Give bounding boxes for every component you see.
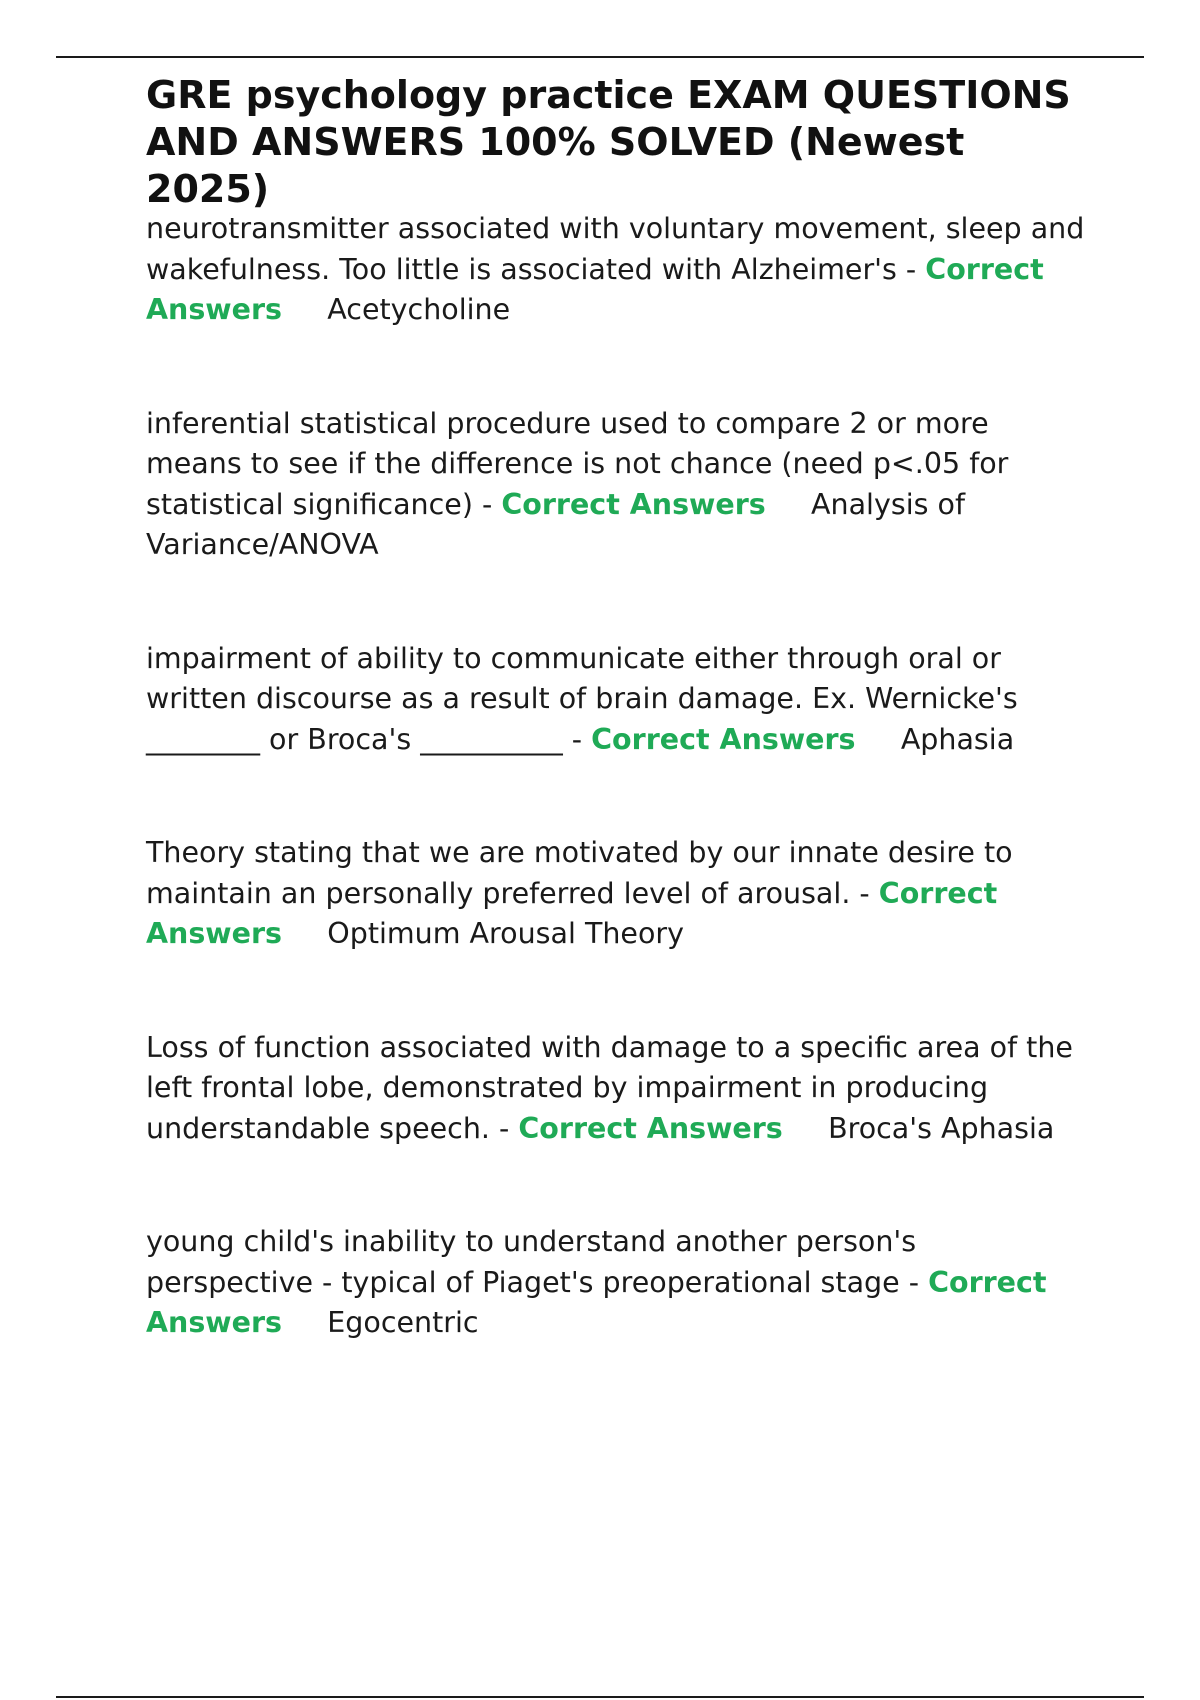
question-text: inferential statistical procedure used to compare 2 or more means to see if the difference is not chance (need p<.05 for statistical significance) - [146, 406, 1009, 521]
correct-answers-label: Correct Answers [146, 1265, 1047, 1339]
answer-text: Optimum Arousal Theory [327, 917, 684, 950]
question-text: Loss of function associated with damage to a specific area of the left frontal lobe, demonstrated by impairment in producing understandable speech. - [146, 1030, 1073, 1145]
correct-answers-label: Correct Answers [146, 876, 998, 950]
correct-answers-label: Correct Answers [501, 487, 766, 521]
answer-text: Analysis of Variance/ANOVA [146, 487, 975, 561]
question-text: Theory stating that we are motivated by our innate desire to maintain an personally preferred level of arousal. - [146, 836, 1013, 910]
answer-text: Aphasia [900, 722, 1015, 756]
top-rule [56, 56, 1144, 58]
question-text: young child's inability to understand another person's perspective - typical of Piaget's preoperational stage - [146, 1225, 920, 1299]
document-body [146, 72, 1086, 1344]
qa-item-5 [146, 1028, 1086, 1150]
bottom-rule [56, 1696, 1144, 1698]
qa-item-6 [146, 1222, 1086, 1344]
correct-answers-label: Correct Answers [518, 1111, 783, 1145]
correct-answers-label: Correct Answers [146, 252, 1044, 326]
question-text: impairment of ability to communicate either through oral or written discourse as a result of brain damage. Ex. Wernicke's ________ or Broca's __________ - [146, 641, 1018, 756]
correct-answers-label: Correct Answers [591, 722, 856, 756]
answer-text: Egocentric [327, 1306, 479, 1339]
qa-item-2 [146, 404, 1086, 566]
answer-text: Broca's Aphasia [828, 1111, 1055, 1145]
qa-item-1 [146, 209, 1086, 331]
question-text: neurotransmitter associated with voluntary movement, sleep and wakefulness. Too little is associated with Alzheimer's - [146, 212, 1085, 286]
qa-item-4 [146, 833, 1086, 955]
document-title: GRE psychology practice EXAM QUESTIONS AND ANSWERS 100% SOLVED (Newest 2025) [146, 73, 1071, 211]
qa-item-3 [146, 639, 1086, 761]
answer-text: Acetycholine [327, 293, 511, 326]
